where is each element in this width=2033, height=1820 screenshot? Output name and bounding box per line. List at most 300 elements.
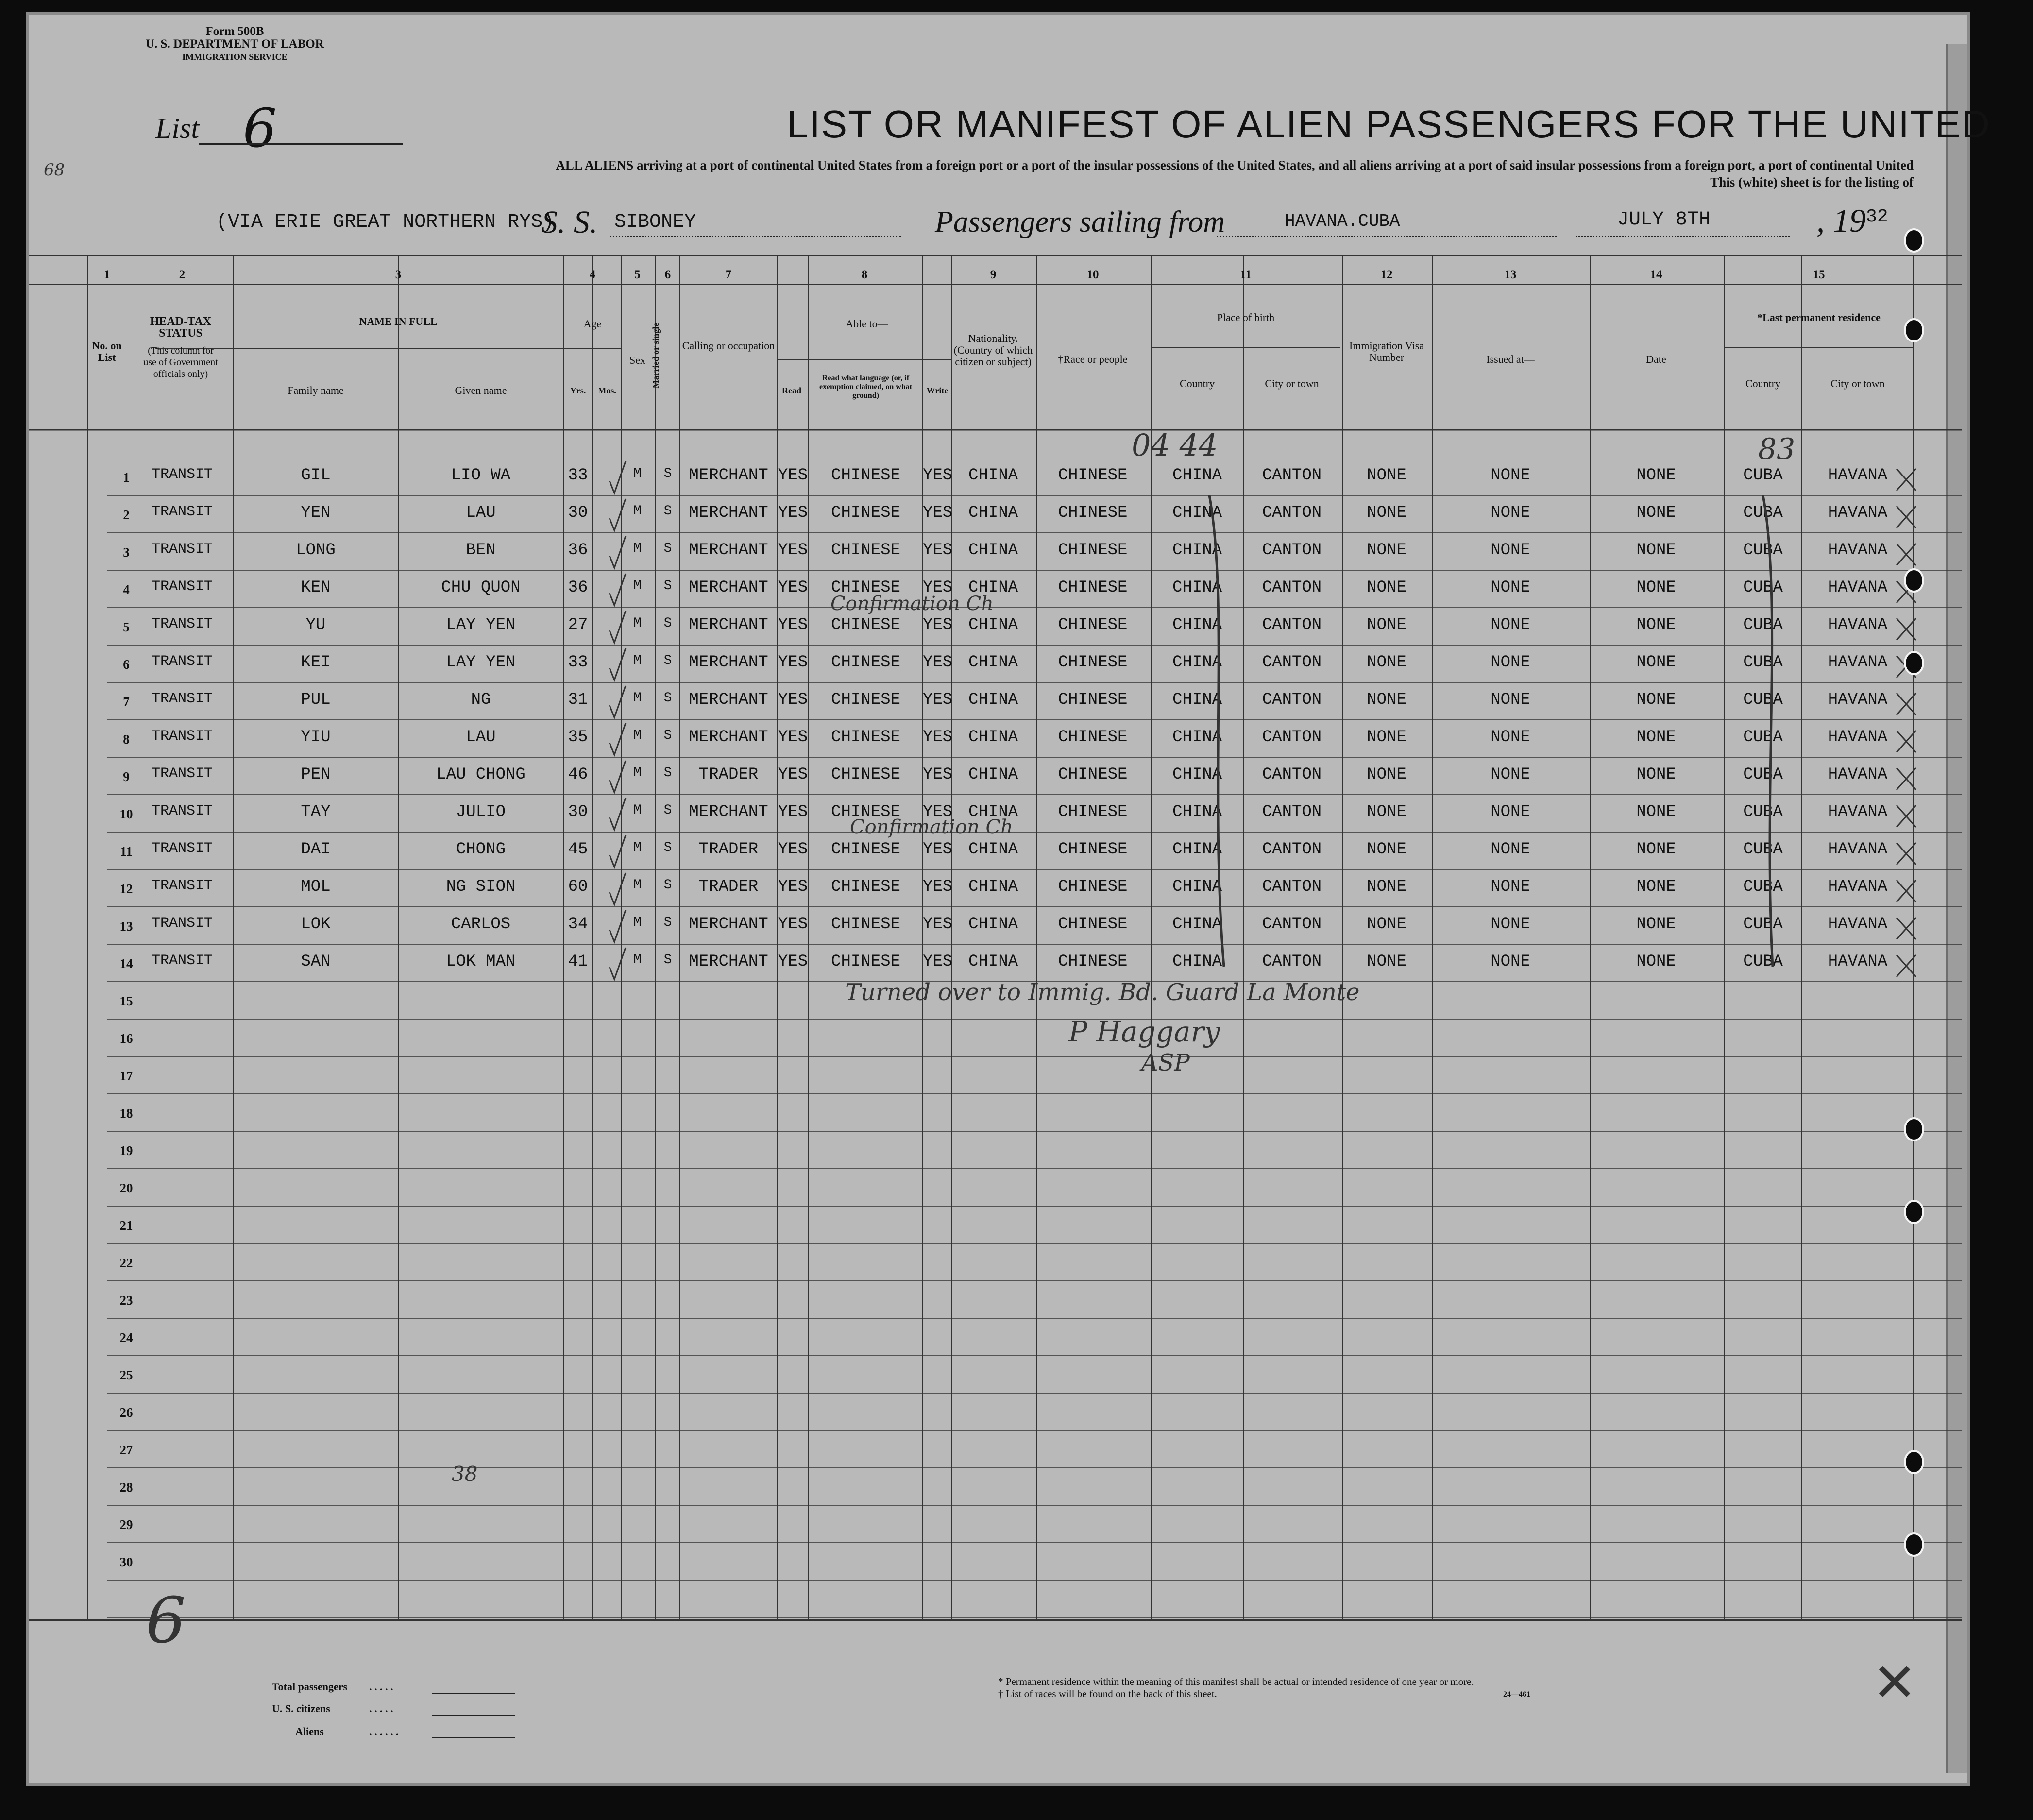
- column-number: 2: [179, 268, 186, 281]
- cell-birth-country: CHINA: [1172, 915, 1222, 934]
- cell-res-country: CUBA: [1743, 840, 1783, 859]
- cell-date: NONE: [1636, 504, 1676, 522]
- cell-sex: M: [633, 578, 642, 594]
- cell-language: CHINESE: [831, 691, 900, 709]
- cell-race: CHINESE: [1058, 541, 1128, 560]
- cell-language: CHINESE: [831, 653, 900, 672]
- cell-family: YIU: [301, 728, 331, 747]
- cell-read: YES: [778, 878, 808, 896]
- row-number: 15: [119, 994, 133, 1008]
- cell-write: YES: [923, 915, 953, 934]
- cell-nationality: CHINA: [968, 878, 1018, 896]
- cell-read: YES: [778, 616, 808, 634]
- row-number: 19: [119, 1143, 133, 1158]
- cell-res-country: CUBA: [1743, 578, 1783, 597]
- cell-given: CHU QUON: [441, 578, 521, 597]
- cell-nationality: CHINA: [968, 840, 1018, 859]
- row-number: 13: [119, 919, 133, 934]
- cell-birth-city: CANTON: [1262, 953, 1322, 971]
- cell-visa: NONE: [1367, 653, 1406, 672]
- cell-age: 33: [568, 466, 588, 485]
- cell-res-country: CUBA: [1743, 466, 1783, 485]
- cell-language: CHINESE: [831, 953, 900, 971]
- column-number: 15: [1813, 268, 1825, 281]
- check-mark: [610, 873, 626, 904]
- cell-read: YES: [778, 765, 808, 784]
- cell-age: 41: [568, 953, 588, 971]
- cell-visa: NONE: [1367, 803, 1406, 821]
- cell-language: CHINESE: [831, 541, 900, 560]
- cell-issued: NONE: [1491, 466, 1530, 485]
- binder-hole: [1904, 228, 1924, 253]
- cell-res-city: HAVANA: [1828, 915, 1888, 934]
- ditto-line: [1763, 495, 1773, 967]
- cell-visa: NONE: [1367, 953, 1406, 971]
- row-number: 1: [123, 470, 130, 485]
- cell-birth-country: CHINA: [1172, 803, 1222, 821]
- cell-sex: M: [633, 541, 642, 556]
- ditto-line: [1209, 495, 1224, 967]
- cell-date: NONE: [1636, 953, 1676, 971]
- cell-read: YES: [778, 653, 808, 672]
- cell-write: YES: [923, 953, 953, 971]
- cell-date: NONE: [1636, 915, 1676, 934]
- row-number: 23: [119, 1293, 133, 1308]
- hdr-nationality: Nationality. (Country of which citizen or subject): [953, 332, 1033, 368]
- cell-family: LONG: [296, 541, 336, 560]
- cell-write: YES: [923, 541, 953, 560]
- service: IMMIGRATION SERVICE: [182, 52, 288, 62]
- cell-sex: M: [633, 953, 642, 968]
- column-number: 13: [1504, 268, 1517, 281]
- cell-given: LAU CHONG: [436, 765, 525, 784]
- hand-marks: [29, 15, 1991, 1783]
- check-mark: [610, 499, 626, 530]
- cell-res-city: HAVANA: [1828, 803, 1888, 821]
- cell-nationality: CHINA: [968, 691, 1018, 709]
- subtitle-1: ALL ALIENS arriving at a port of continental United States from a foreign port or a port of the insular possessions of the United States, and all aliens arriving at a port of said insular possessions from a foreign port, a port of continental United: [556, 158, 1914, 172]
- cell-marital: S: [663, 878, 672, 893]
- cell-res-city: HAVANA: [1828, 578, 1888, 597]
- row-number: 24: [119, 1330, 133, 1345]
- cell-language: CHINESE: [831, 803, 900, 821]
- cell-occupation: MERCHANT: [689, 915, 768, 934]
- cell-visa: NONE: [1367, 541, 1406, 560]
- turned-over-note: Turned over to Immig. Bd. Guard La Monte: [845, 979, 1360, 1006]
- row-number: 3: [123, 545, 130, 560]
- check-mark: [610, 761, 626, 792]
- column-number: 7: [725, 268, 732, 281]
- cell-language: CHINESE: [831, 878, 900, 896]
- cell-visa: NONE: [1367, 466, 1406, 485]
- check-mark: [610, 536, 626, 568]
- x-mark: [1897, 693, 1916, 715]
- cell-sex: M: [633, 878, 642, 893]
- cell-family: KEN: [301, 578, 331, 597]
- cell-issued: NONE: [1491, 504, 1530, 522]
- cell-nationality: CHINA: [968, 616, 1018, 634]
- cell-nationality: CHINA: [968, 728, 1018, 747]
- cell-write: YES: [923, 504, 953, 522]
- cell-given: CHONG: [456, 840, 506, 859]
- cell-marital: S: [663, 541, 672, 556]
- cell-language: CHINESE: [831, 728, 900, 747]
- row-number: 22: [119, 1256, 133, 1270]
- cell-race: CHINESE: [1058, 466, 1128, 485]
- cell-read: YES: [778, 915, 808, 934]
- cell-issued: NONE: [1491, 653, 1530, 672]
- cell-given: LAY YEN: [446, 653, 516, 672]
- row-number: 20: [119, 1181, 133, 1195]
- column-number: 8: [861, 268, 868, 281]
- cell-read: YES: [778, 840, 808, 859]
- hdr-family-name: Family name: [288, 384, 344, 396]
- cell-res-city: HAVANA: [1828, 466, 1888, 485]
- cell-age: 46: [568, 765, 588, 784]
- year-prefix: , 19: [1816, 202, 1866, 239]
- page-title: LIST OR MANIFEST OF ALIEN PASSENGERS FOR THE UNITED: [787, 102, 1991, 146]
- ship-name: SIBONEY: [614, 211, 696, 233]
- footer-dots: . . . . .: [369, 1702, 393, 1715]
- cell-status: TRANSIT: [151, 504, 213, 520]
- cell-sex: M: [633, 653, 642, 668]
- column-number: 14: [1650, 268, 1662, 281]
- cell-issued: NONE: [1491, 915, 1530, 934]
- cell-race: CHINESE: [1058, 691, 1128, 709]
- footer-note-1: * Permanent residence within the meaning of this manifest shall be actual or intended residence of one year or more.: [998, 1676, 1474, 1687]
- row-number: 27: [119, 1443, 133, 1457]
- cell-marital: S: [663, 691, 672, 706]
- cell-family: YEN: [301, 504, 331, 522]
- binder-hole: [1904, 1532, 1924, 1557]
- cell-given: LAU: [466, 728, 496, 747]
- cell-birth-country: CHINA: [1172, 578, 1222, 597]
- cell-sex: M: [633, 728, 642, 743]
- cell-nationality: CHINA: [968, 765, 1018, 784]
- cell-status: TRANSIT: [151, 840, 213, 857]
- cell-res-city: HAVANA: [1828, 728, 1888, 747]
- cell-write: YES: [923, 765, 953, 784]
- ss-label: S. S.: [542, 204, 598, 240]
- cell-write: YES: [923, 728, 953, 747]
- cell-occupation: MERCHANT: [689, 691, 768, 709]
- row-number: 12: [119, 882, 133, 896]
- cell-birth-city: CANTON: [1262, 504, 1322, 522]
- row-number: 26: [119, 1405, 133, 1420]
- hdr-mos: Mos.: [598, 386, 616, 395]
- cell-age: 60: [568, 878, 588, 896]
- hdr-name-in-full: NAME IN FULL: [359, 315, 438, 327]
- cell-res-country: CUBA: [1743, 953, 1783, 971]
- footer-line: [432, 1693, 515, 1694]
- hdr-no-on-list: No. on List: [92, 340, 122, 363]
- cell-issued: NONE: [1491, 541, 1530, 560]
- footer-line: [432, 1715, 515, 1716]
- cell-occupation: MERCHANT: [689, 541, 768, 560]
- cell-family: DAI: [301, 840, 331, 859]
- footer-us-citizens: U. S. citizens: [272, 1702, 330, 1715]
- cell-sex: M: [633, 765, 642, 781]
- cell-family: PEN: [301, 765, 331, 784]
- cell-birth-city: CANTON: [1262, 578, 1322, 597]
- cell-marital: S: [663, 466, 672, 481]
- x-mark: [1897, 843, 1916, 865]
- cell-date: NONE: [1636, 466, 1676, 485]
- cell-date: NONE: [1636, 541, 1676, 560]
- cell-status: TRANSIT: [151, 765, 213, 782]
- cell-occupation: MERCHANT: [689, 953, 768, 971]
- form-code: 24—461: [1503, 1690, 1530, 1699]
- cell-occupation: MERCHANT: [689, 728, 768, 747]
- hdr-visa: Immigration Visa Number: [1349, 340, 1424, 363]
- cell-birth-city: CANTON: [1262, 840, 1322, 859]
- cell-sex: M: [633, 803, 642, 818]
- cell-visa: NONE: [1367, 504, 1406, 522]
- cell-race: CHINESE: [1058, 578, 1128, 597]
- cell-age: 34: [568, 915, 588, 934]
- cell-visa: NONE: [1367, 691, 1406, 709]
- cell-given: LAY YEN: [446, 616, 516, 634]
- cell-nationality: CHINA: [968, 953, 1018, 971]
- cell-given: JULIO: [456, 803, 506, 821]
- hdr-age: Age: [583, 318, 602, 330]
- cell-res-country: CUBA: [1743, 504, 1783, 522]
- check-mark: [610, 835, 626, 867]
- cell-birth-city: CANTON: [1262, 803, 1322, 821]
- check-mark: [610, 611, 626, 643]
- row-number: 25: [119, 1368, 133, 1382]
- hdr-head-tax: HEAD-TAX STATUS: [150, 315, 212, 340]
- check-mark: [610, 574, 626, 605]
- cell-visa: NONE: [1367, 840, 1406, 859]
- cell-write: YES: [923, 840, 953, 859]
- cell-res-country: CUBA: [1743, 653, 1783, 672]
- cell-date: NONE: [1636, 578, 1676, 597]
- row-number: 9: [123, 769, 130, 784]
- departure-port: HAVANA.CUBA: [1285, 211, 1400, 231]
- check-mark: [610, 648, 626, 680]
- cell-sex: M: [633, 504, 642, 519]
- cell-res-city: HAVANA: [1828, 653, 1888, 672]
- cell-birth-country: CHINA: [1172, 728, 1222, 747]
- cell-family: YU: [305, 616, 326, 634]
- cell-occupation: MERCHANT: [689, 504, 768, 522]
- cell-date: NONE: [1636, 840, 1676, 859]
- cell-status: TRANSIT: [151, 578, 213, 595]
- cell-race: CHINESE: [1058, 653, 1128, 672]
- cell-language: CHINESE: [831, 466, 900, 485]
- column-number: 11: [1240, 268, 1252, 281]
- cell-issued: NONE: [1491, 765, 1530, 784]
- list-label: List: [155, 112, 200, 144]
- cell-race: CHINESE: [1058, 840, 1128, 859]
- x-mark: [1897, 731, 1916, 752]
- cell-issued: NONE: [1491, 840, 1530, 859]
- cell-issued: NONE: [1491, 578, 1530, 597]
- hdr-head-tax-note: (This column for use of Government officials only): [143, 345, 218, 379]
- cell-language: CHINESE: [831, 840, 900, 859]
- cell-read: YES: [778, 466, 808, 485]
- row-number: 2: [123, 508, 130, 522]
- hdr-date: Date: [1646, 353, 1666, 365]
- cell-res-country: CUBA: [1743, 728, 1783, 747]
- cell-issued: NONE: [1491, 803, 1530, 821]
- hdr-read-language: Read what language (or, if exemption claimed, on what ground): [819, 374, 913, 400]
- cell-marital: S: [663, 803, 672, 818]
- column-number: 1: [103, 268, 110, 281]
- margin-number: 38: [452, 1462, 478, 1486]
- cell-given: NG: [471, 691, 491, 709]
- manifest-sheet: [29, 15, 1991, 1783]
- form-number: Form 500B: [205, 25, 264, 38]
- cell-sex: M: [633, 616, 642, 631]
- cell-given: LIO WA: [451, 466, 511, 485]
- cell-marital: S: [663, 616, 672, 631]
- cell-status: TRANSIT: [151, 953, 213, 969]
- check-mark: [610, 461, 626, 493]
- cell-family: PUL: [301, 691, 331, 709]
- cell-nationality: CHINA: [968, 578, 1018, 597]
- inspector-signature: P Haggary: [1068, 1015, 1220, 1048]
- cell-occupation: MERCHANT: [689, 803, 768, 821]
- cell-given: LOK MAN: [446, 953, 516, 971]
- cell-write: YES: [923, 578, 953, 597]
- check-mark: [610, 723, 626, 755]
- cell-age: 45: [568, 840, 588, 859]
- cell-language: CHINESE: [831, 616, 900, 634]
- column-number: 9: [990, 268, 997, 281]
- hdr-read: Read: [782, 386, 801, 395]
- via-route: (VIA ERIE GREAT NORTHERN RYS): [216, 211, 555, 233]
- cell-issued: NONE: [1491, 728, 1530, 747]
- cell-race: CHINESE: [1058, 765, 1128, 784]
- cell-birth-city: CANTON: [1262, 728, 1322, 747]
- cell-marital: S: [663, 504, 672, 519]
- x-mark: [1897, 880, 1916, 902]
- footer-dots: . . . . . .: [369, 1725, 399, 1737]
- list-number: 6: [243, 97, 277, 159]
- hdr-given-name: Given name: [455, 384, 507, 396]
- cell-sex: M: [633, 840, 642, 855]
- hdr-birth-city: City or town: [1265, 377, 1319, 390]
- cell-status: TRANSIT: [151, 878, 213, 894]
- column-number: 4: [589, 268, 596, 281]
- cell-age: 36: [568, 578, 588, 597]
- cell-occupation: TRADER: [698, 765, 759, 784]
- cell-birth-city: CANTON: [1262, 541, 1322, 560]
- cell-birth-country: CHINA: [1172, 765, 1222, 784]
- cell-language: CHINESE: [831, 504, 900, 522]
- hdr-res-city: City or town: [1830, 377, 1885, 390]
- cell-res-country: CUBA: [1743, 541, 1783, 560]
- cell-date: NONE: [1636, 803, 1676, 821]
- inspector-title: ASP: [1141, 1049, 1190, 1076]
- cell-race: CHINESE: [1058, 616, 1128, 634]
- row-number: 5: [123, 620, 130, 634]
- cell-issued: NONE: [1491, 691, 1530, 709]
- confirmation-note-row5: Confirmation Ch: [830, 593, 994, 615]
- x-mark: [1897, 544, 1916, 565]
- margin-68: 68: [44, 160, 65, 180]
- row-number: 8: [123, 732, 130, 747]
- cell-family: KEI: [301, 653, 331, 672]
- row-number: 6: [123, 657, 130, 672]
- column-number: 6: [664, 268, 671, 281]
- cell-age: 30: [568, 803, 588, 821]
- cell-marital: S: [663, 953, 672, 968]
- cell-sex: M: [633, 915, 642, 930]
- column-number: 3: [395, 268, 402, 281]
- cell-nationality: CHINA: [968, 653, 1018, 672]
- cell-occupation: MERCHANT: [689, 578, 768, 597]
- cell-birth-city: CANTON: [1262, 765, 1322, 784]
- cell-date: NONE: [1636, 691, 1676, 709]
- cell-read: YES: [778, 953, 808, 971]
- birth-code-note: 04 44: [1132, 427, 1218, 463]
- cell-family: LOK: [301, 915, 331, 934]
- corner-x-mark: ✕: [1872, 1651, 1917, 1714]
- footer-total-passengers: Total passengers: [272, 1681, 348, 1693]
- cell-age: 35: [568, 728, 588, 747]
- cell-given: CARLOS: [451, 915, 511, 934]
- column-number: 12: [1380, 268, 1393, 281]
- cell-write: YES: [923, 878, 953, 896]
- hdr-race: †Race or people: [1058, 353, 1128, 365]
- cell-visa: NONE: [1367, 578, 1406, 597]
- x-mark: [1897, 469, 1916, 491]
- cell-status: TRANSIT: [151, 541, 213, 558]
- cell-birth-country: CHINA: [1172, 541, 1222, 560]
- cell-read: YES: [778, 691, 808, 709]
- cell-issued: NONE: [1491, 878, 1530, 896]
- footer-aliens: Aliens: [295, 1725, 324, 1737]
- cell-res-city: HAVANA: [1828, 765, 1888, 784]
- hdr-write: Write: [926, 386, 949, 395]
- check-mark: [610, 948, 626, 979]
- cell-res-city: HAVANA: [1828, 504, 1888, 522]
- row-number: 29: [119, 1517, 133, 1532]
- row-number: 17: [119, 1069, 133, 1083]
- cell-birth-country: CHINA: [1172, 616, 1222, 634]
- cell-occupation: TRADER: [698, 878, 759, 896]
- cell-family: TAY: [301, 803, 331, 821]
- cell-read: YES: [778, 803, 808, 821]
- hdr-able-to: Able to—: [846, 318, 888, 330]
- x-mark: [1897, 618, 1916, 640]
- sailing-label: Passengers sailing from: [935, 205, 1225, 238]
- department: U. S. DEPARTMENT OF LABOR: [146, 37, 324, 51]
- cell-nationality: CHINA: [968, 803, 1018, 821]
- row-number: 28: [119, 1480, 133, 1495]
- footer-line: [432, 1737, 515, 1738]
- cell-birth-city: CANTON: [1262, 691, 1322, 709]
- cell-family: GIL: [301, 466, 331, 485]
- row-number: 14: [119, 956, 133, 971]
- cell-family: SAN: [301, 953, 331, 971]
- row-number: 18: [119, 1106, 133, 1121]
- hdr-res-country: Country: [1745, 377, 1781, 390]
- hdr-place-of-birth: Place of birth: [1217, 311, 1275, 323]
- cell-res-city: HAVANA: [1828, 878, 1888, 896]
- cell-issued: NONE: [1491, 953, 1530, 971]
- cell-visa: NONE: [1367, 878, 1406, 896]
- cell-read: YES: [778, 504, 808, 522]
- cell-birth-city: CANTON: [1262, 653, 1322, 672]
- binder-hole: [1904, 1200, 1924, 1224]
- cell-write: YES: [923, 803, 953, 821]
- cell-age: 31: [568, 691, 588, 709]
- cell-given: LAU: [466, 504, 496, 522]
